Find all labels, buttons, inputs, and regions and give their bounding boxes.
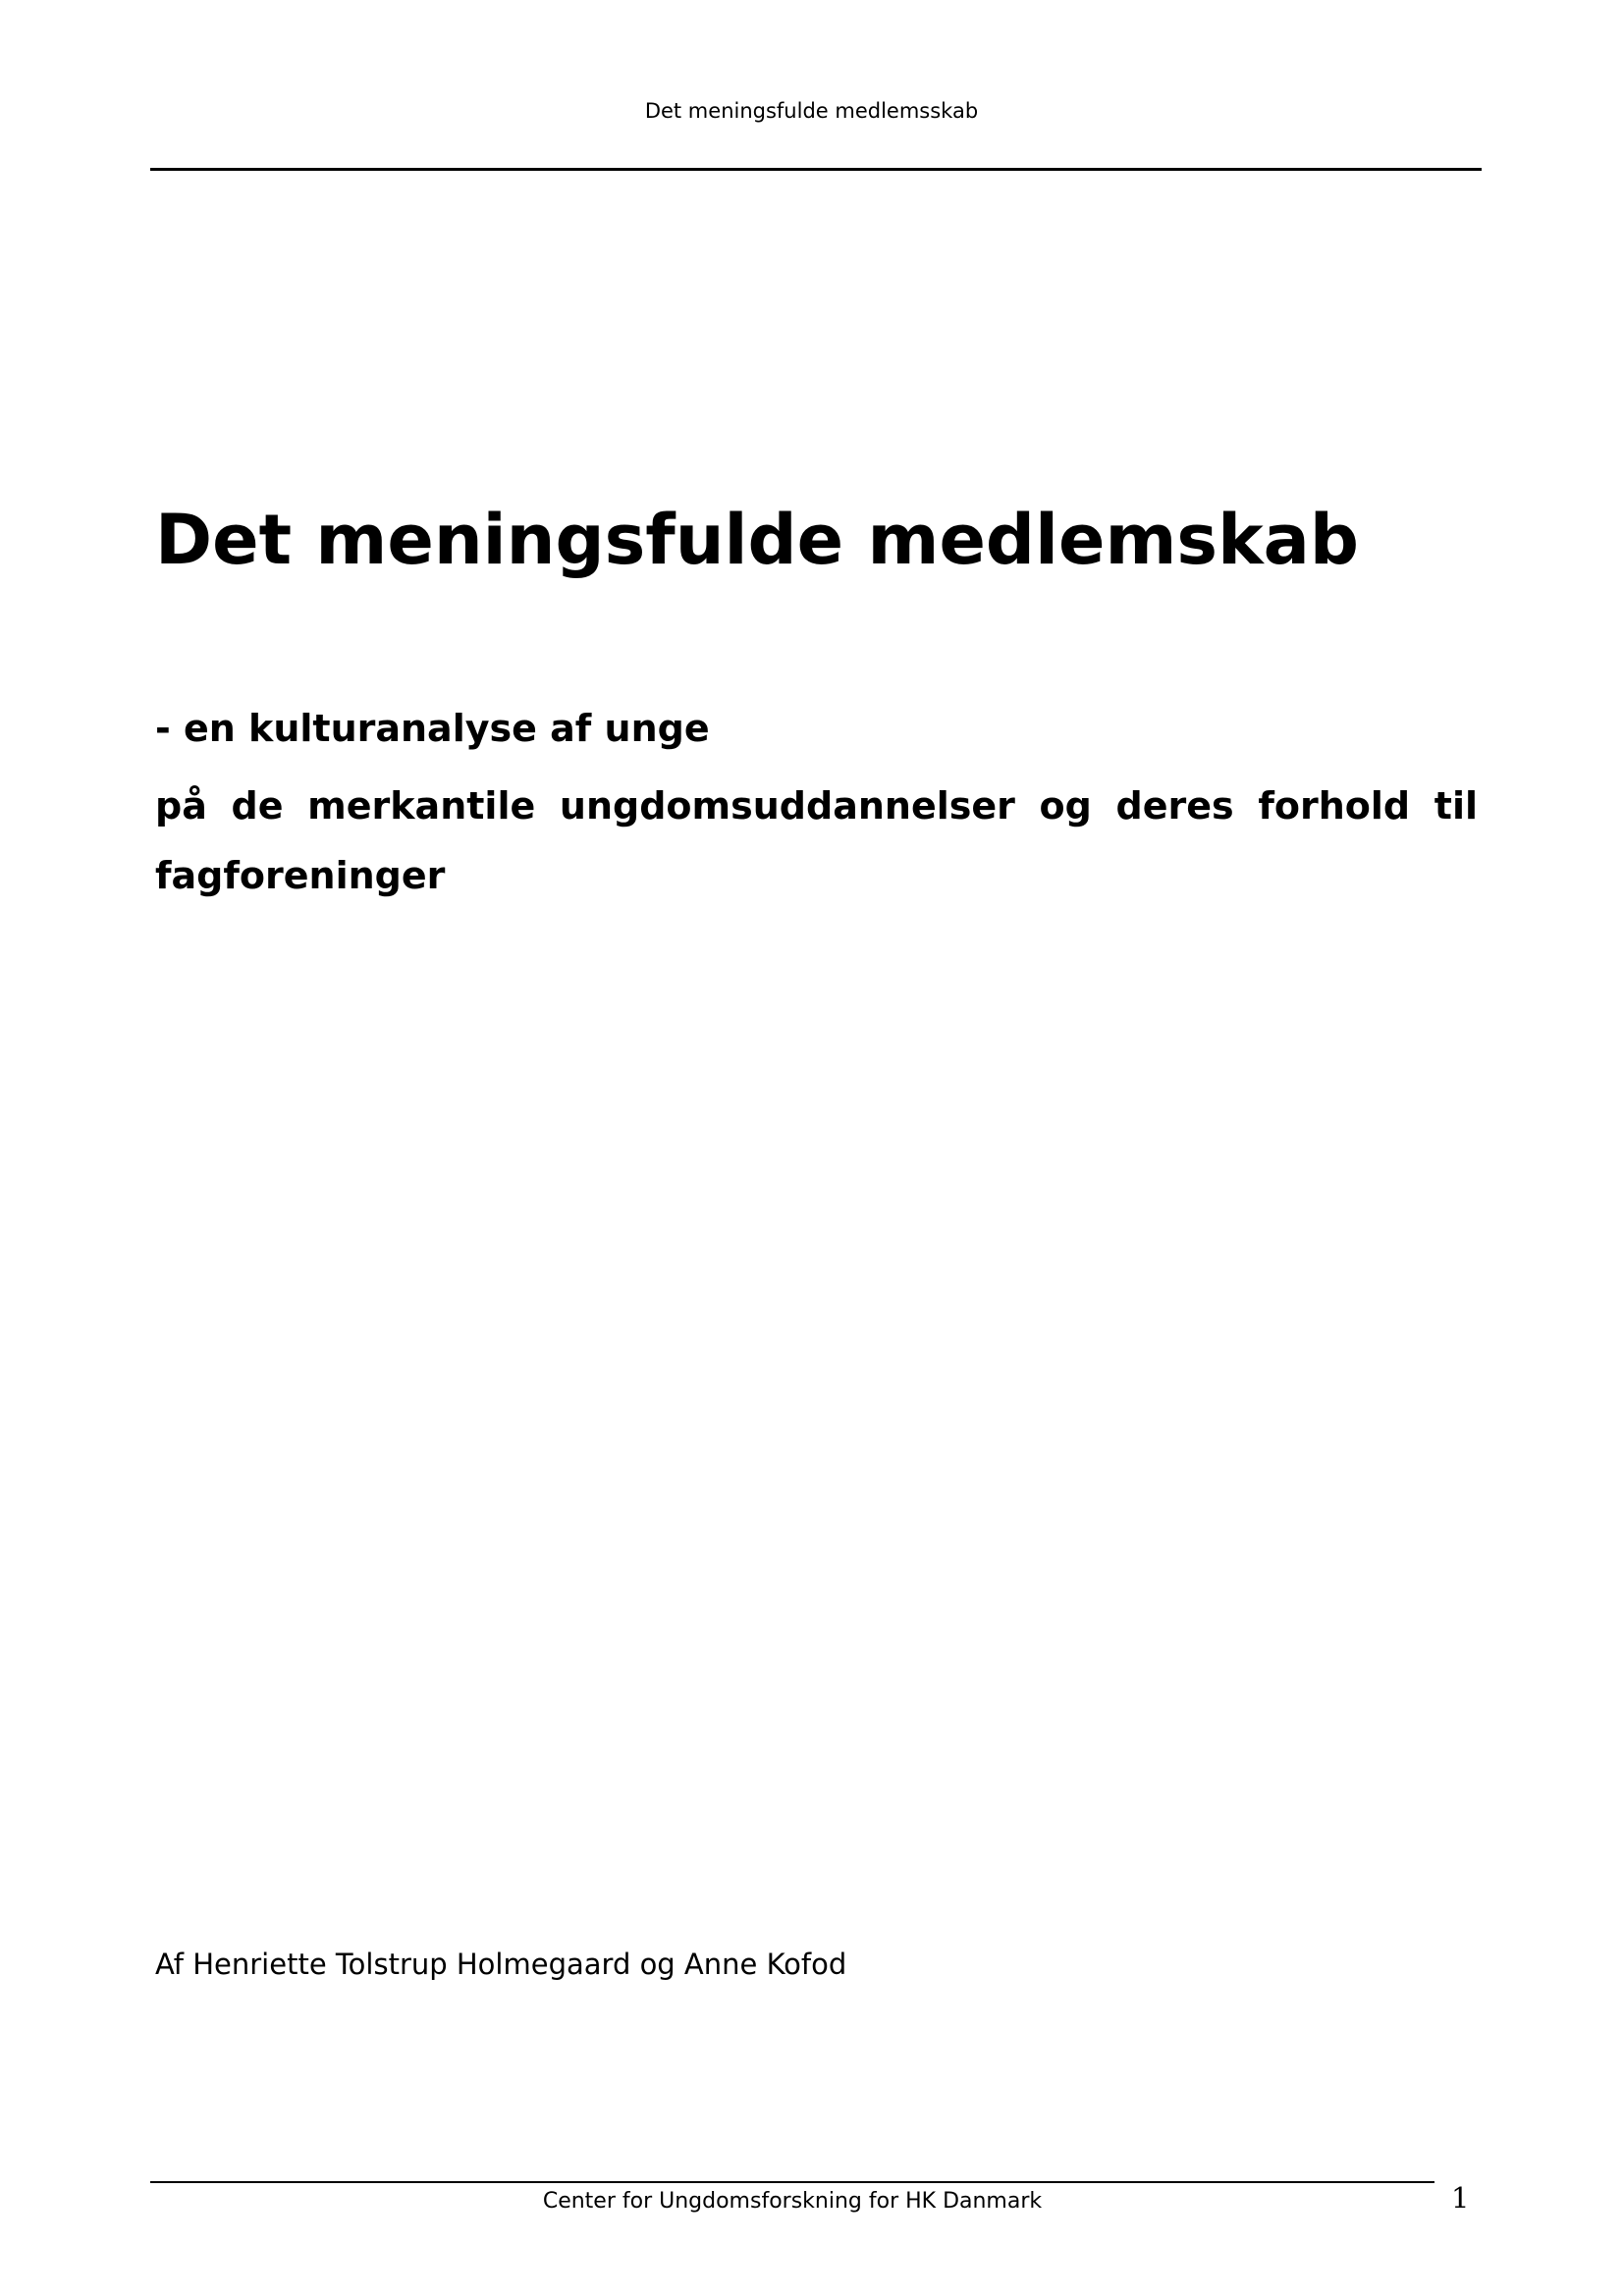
subtitle-continuation: på de merkantile ungdomsuddannelser og deres forhold til fagforeninger	[155, 784, 1478, 897]
footer-rule	[150, 2181, 1434, 2183]
authors-line: Af Henriette Tolstrup Holmegaard og Anne Kofod	[155, 1948, 847, 1981]
page-number: 1	[1451, 2181, 1470, 2215]
header-rule	[150, 168, 1482, 171]
subtitle-first-line: - en kulturanalyse af unge	[155, 707, 710, 750]
footer-organisation: Center for Ungdomsforskning for HK Danmark	[542, 2189, 1043, 2214]
running-header: Det meningsfulde medlemsskab	[644, 99, 979, 123]
document-title: Det meningsfulde medlemskab	[155, 500, 1359, 580]
